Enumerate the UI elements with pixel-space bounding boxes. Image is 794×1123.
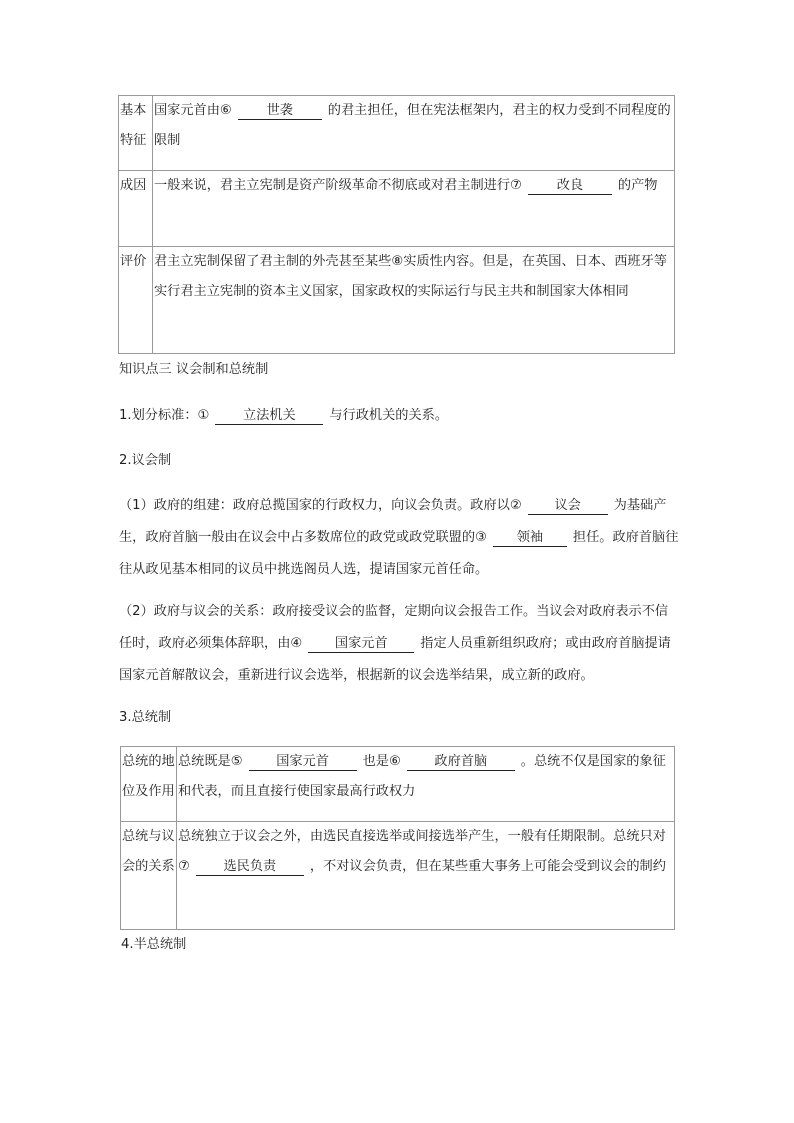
text-segment: 的产物 [617, 178, 658, 193]
row-content: 君主立宪制保留了君主制的外壳甚至某些⑧实质性内容。但是，在英国、日本、西班牙等实行君主立宪制的资本主义国家，国家政权的实际运行与民主共和制国家大体相同 [153, 247, 675, 354]
text-segment: 总统独立于议会之外，由选民直接选举或间接选举产生，一般有任期限制。总统只对⑦ [178, 829, 666, 874]
subsection-title: 4.半总统制 [121, 937, 187, 952]
table-row [119, 96, 675, 171]
row-content [177, 747, 675, 822]
criterion-line [119, 406, 448, 426]
text-segment: 国家元首由⑥ [154, 103, 232, 118]
table-row [121, 747, 675, 822]
text-segment: 为基础产生，政府首脑一般由在议会中占多数席位的政党或政党联盟的③ [119, 498, 667, 545]
text-segment: 与行政机关的关系。 [329, 408, 449, 423]
table-row [119, 171, 675, 247]
presidential-table [120, 746, 675, 930]
row-content [153, 171, 675, 247]
text-segment: （1）政府的组建：政府总揽国家的行政权力，向议会负责。政府以② [119, 498, 522, 513]
text-segment: 指定人员重新组织政府；或由政府首脑提请国家元首解散议会，重新进行议会选举，根据新的议会选举结果，成立新的政府。 [119, 636, 671, 683]
row-label: 总统与议会的关系 [121, 822, 177, 930]
subsection-title: 2.议会制 [119, 453, 172, 468]
section-title: 知识点三 议会制和总统制 [119, 362, 269, 377]
answer-blank: 改良 [528, 177, 612, 195]
answer-blank: 立法机关 [215, 407, 323, 425]
subsection-title: 3.总统制 [119, 710, 172, 725]
text-segment: 。总统不仅是国家的象征和代表，而且直接行使国家最高行政权力 [178, 754, 666, 799]
text-segment: ，不对议会负责，但在某些重大事务上可能会受到议会的制约 [309, 859, 666, 874]
table-row [121, 822, 675, 930]
text-segment: 也是⑥ [362, 754, 401, 769]
row-content [153, 96, 675, 171]
row-label: 评价 [119, 247, 153, 354]
row-label: 总统的地位及作用 [121, 747, 177, 822]
text-segment: 一般来说，君主立宪制是资产阶级革命不彻底或对君主制进行⑦ [154, 178, 522, 193]
answer-blank: 选民负责 [196, 858, 304, 876]
answer-blank: 领袖 [493, 529, 567, 547]
answer-blank: 世袭 [238, 102, 322, 120]
row-label: 基本特征 [119, 96, 153, 171]
text-segment: 的君主担任，但在宪法框架内，君主的权力受到不同程度的限制 [154, 103, 671, 148]
text-segment: （2）政府与议会的关系：政府接受议会的监督，定期向议会报告工作。当议会对政府表示不信任时，政府必须集体辞职，由④ [119, 604, 669, 651]
paragraph-government-parliament [119, 596, 679, 692]
paragraph-government-formation [119, 490, 679, 586]
table-row [119, 247, 675, 354]
text-segment: 担任。政府首脑往往从政见基本相同的议员中挑选阁员人选，提请国家元首任命。 [119, 530, 679, 577]
text-segment: 总统既是⑤ [178, 754, 243, 769]
row-content [177, 822, 675, 930]
text-segment: 1.划分标准：① [119, 408, 210, 423]
answer-blank: 国家元首 [308, 635, 414, 653]
row-label: 成因 [119, 171, 153, 247]
answer-blank: 国家元首 [249, 753, 357, 771]
answer-blank: 政府首脑 [407, 753, 515, 771]
answer-blank: 议会 [528, 497, 608, 515]
monarchy-table [118, 95, 675, 354]
